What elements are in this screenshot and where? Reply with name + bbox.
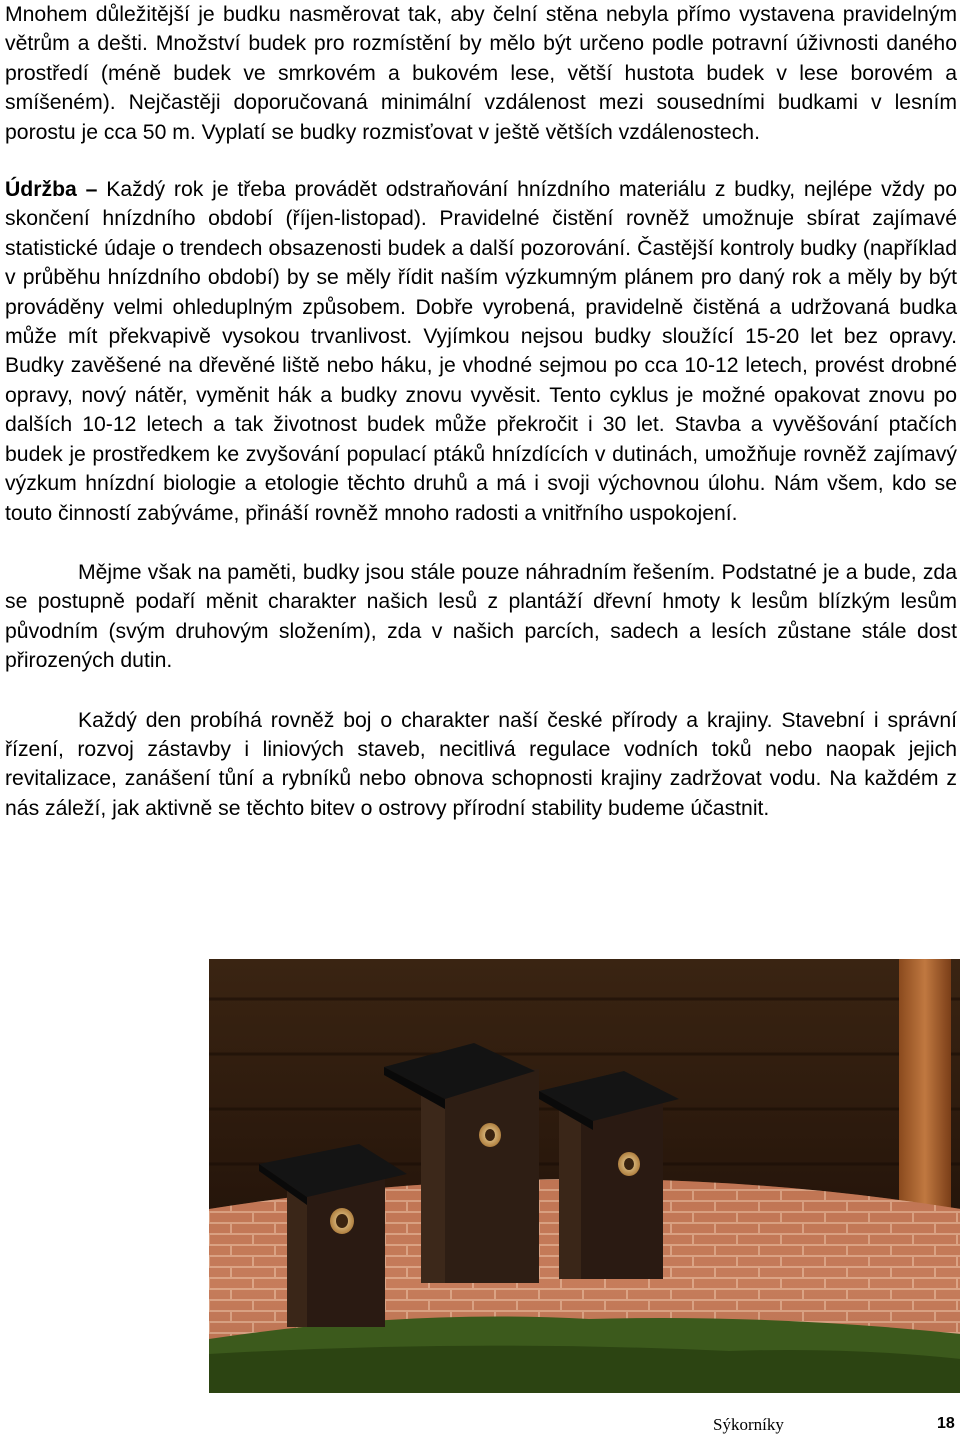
paragraph-placement: Mnohem důležitější je budku nasměrovat tak, aby čelní stěna nebyla přímo vystavena pravidelným větrům a dešti. Množství budek pro rozmístění by mělo být určeno podle potravní úživnosti daného prostředí (méně budek ve smrkovém a bukovém lese, větší hustota budek v lese borovém a smíšeném). Nejčastěji doporučovaná minimální vzdálenost mezi sousedními budkami v lesním porostu je cca 50 m. Vyplatí se budky rozmisťovat v ještě větších vzdálenostech.	[5, 3, 957, 144]
page-number: 18	[937, 1415, 955, 1432]
paragraph-nature: Každý den probíhá rovněž boj o charakter naší české přírody a krajiny. Stavební i správní řízení, rozvoj zástavby i liniových staveb, necitlivá regulace vodních toků nebo naopak jejich revitalizace, zanášení tůní a rybníků nebo obnova schopnosti krajiny zadržovat vodu. Na každém z nás záleží, jak aktivně se těchto bitev o ostrovy přírodní stability budeme účastnit.	[5, 708, 957, 820]
maintenance-heading: Údržba	[5, 178, 77, 202]
footer-title: Sýkorníky	[713, 1415, 784, 1434]
paragraph-substitute: Mějme však na paměti, budky jsou stále pouze náhradním řešením. Podstatné je a bude, zda se postupně podaří měnit charakter našich lesů z plantáží dřevní hmoty k lesům blízkým lesům původním (svým druhovým složením), zda v našich parcích, sadech a lesích zůstane stále dost přirozených dutin.	[5, 560, 957, 673]
paragraph-maintenance	[5, 175, 957, 528]
maintenance-text: Každý rok je třeba provádět odstraňování hnízdního materiálu z budky, nejlépe vždy po skončení hnízdního období (říjen-listopad). Pravidelné čistění rovněž umožnuje sbírat zajímavé statistické údaje o trendech obsazenosti budek a další pozorování. Častější kontroly budky (například v průběhu hnízdního období) by se měly řídit naším výzkumným plánem pro daný rok a měly by být prováděny velmi ohleduplným způsobem. Dobře vyrobená, pravidelně čistěná a udržovaná budka může mít překvapivě vysokou trvanlivost. Vyjímkou nejsou budky sloužící 15-20 let bez opravy. Budky zavěšené na dřevěné liště nebo háku, je vhodné sejmou po cca 10-12 letech, provést drobné opravy, nový nátěr, vyměnit hák a budky znovu vyvěsit. Tento cyklus je možné opakovat znovu po dalších 10-12 letech a tak životnost budek může překročit i 30 let. Stavba a vyvěšování ptačích budek je prostředkem ke zvyšování populací ptáků hnízdících v dutinách, umožňuje rovněž zajímavý výzkum hnízdní biologie a etologie těchto druhů a má i svoji výchovnou úlohu. Nám všem, kdo se touto činností zabýváme, přináší rovněž mnoho radosti a vnitřního uspokojení.	[5, 178, 957, 525]
page-footer	[0, 1414, 960, 1436]
nest-box-right	[539, 1071, 679, 1279]
document-page	[5, 0, 957, 823]
nest-boxes-photo	[209, 959, 960, 1393]
heading-dash: –	[76, 178, 107, 202]
